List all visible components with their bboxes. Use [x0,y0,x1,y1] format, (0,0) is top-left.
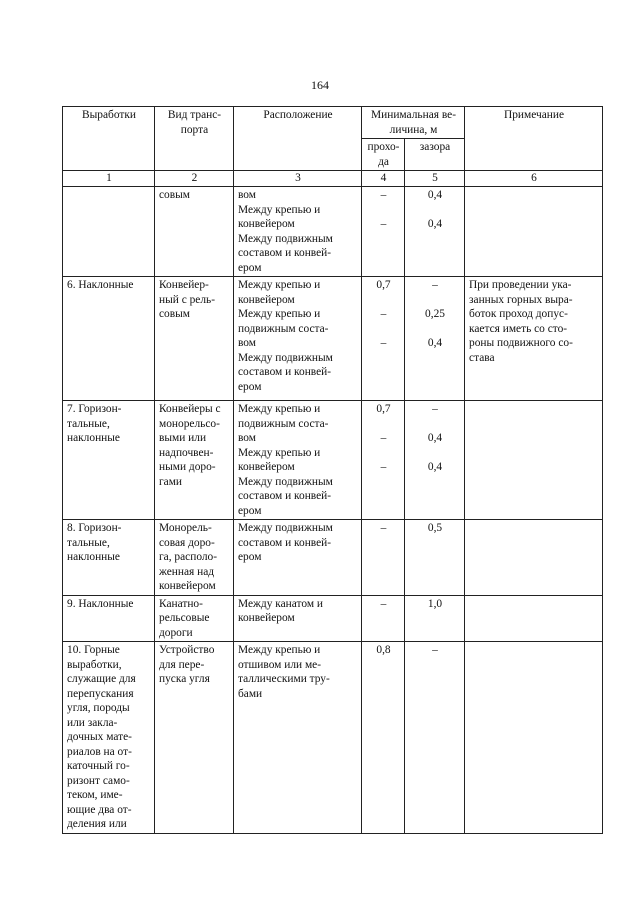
header-row [63,107,603,139]
col-number: 4 [362,171,405,187]
cell-workings: 10. Горные выработки, служащие для перепускания угля, породы или закла- дочных мате- риалов на от- каточный го- ризонт само- теком, име- ющие два от- деления или [63,642,155,834]
cell-note [465,401,603,520]
table-row [63,595,603,642]
header-workings: Выработки [63,107,155,171]
table-row [63,401,603,520]
table-row [63,642,603,834]
cell-workings: 6. Наклонные [63,277,155,401]
page-number: 164 [311,78,329,92]
cell-gap: – 0,25 0,4 [405,277,465,401]
cell-passage: 0,8 [362,642,405,834]
cell-passage: 0,7 – – [362,401,405,520]
table-row [63,277,603,401]
cell-gap: – [405,642,465,834]
cell-transport: Конвейеры с монорельсо- выми или надпочвен- ными доро- гами [155,401,234,520]
col-number: 5 [405,171,465,187]
col-number: 2 [155,171,234,187]
cell-location: Между подвижным составом и конвей- ером [234,520,362,596]
cell-workings: 7. Горизон- тальные, наклонные [63,401,155,520]
cell-workings [63,187,155,277]
cell-transport: Канатно- рельсовые дороги [155,595,234,642]
col-number: 6 [465,171,603,187]
column-numbers-row [63,171,603,187]
col-number: 3 [234,171,362,187]
cell-transport: Конвейер- ный с рель- совым [155,277,234,401]
cell-workings: 9. Наклонные [63,595,155,642]
col-number: 1 [63,171,155,187]
cell-location: Между крепью и конвейером Между крепью и подвижным соста- вом Между подвижным составом и конвей- ером [234,277,362,401]
cell-location: Между крепью и подвижным соста- вом Между крепью и конвейером Между подвижным составом и конвей- ером [234,401,362,520]
cell-passage: – [362,595,405,642]
header-location: Расположение [234,107,362,171]
cell-passage: – – [362,187,405,277]
cell-location: Между крепью и отшивом или ме- таллическими тру- бами [234,642,362,834]
header-transport-type: Вид транс- порта [155,107,234,171]
header-passage: прохо- да [362,139,405,171]
cell-location: вом Между крепью и конвейером Между подвижным составом и конвей- ером [234,187,362,277]
cell-note [465,187,603,277]
cell-gap: 0,5 [405,520,465,596]
cell-transport: Монорель- совая доро- га, располо- женная над конвейером [155,520,234,596]
cell-transport: Устройство для пере- пуска угля [155,642,234,834]
cell-note [465,520,603,596]
cell-passage: 0,7 – – [362,277,405,401]
cell-note: При проведении ука- занных горных выра- боток проход допус- кается иметь со сто- роны подвижного со- става [465,277,603,401]
cell-gap: – 0,4 0,4 [405,401,465,520]
header-gap: зазора [405,139,465,171]
cell-workings: 8. Горизон- тальные, наклонные [63,520,155,596]
table-row [63,520,603,596]
cell-note [465,642,603,834]
cell-gap: 1,0 [405,595,465,642]
clearance-table [62,106,603,834]
cell-note [465,595,603,642]
header-note: Примечание [465,107,603,171]
cell-passage: – [362,520,405,596]
table-row [63,187,603,277]
header-minimum-value: Минимальная ве- личина, м [362,107,465,139]
cell-transport: совым [155,187,234,277]
cell-location: Между канатом и конвейером [234,595,362,642]
cell-gap: 0,4 0,4 [405,187,465,277]
